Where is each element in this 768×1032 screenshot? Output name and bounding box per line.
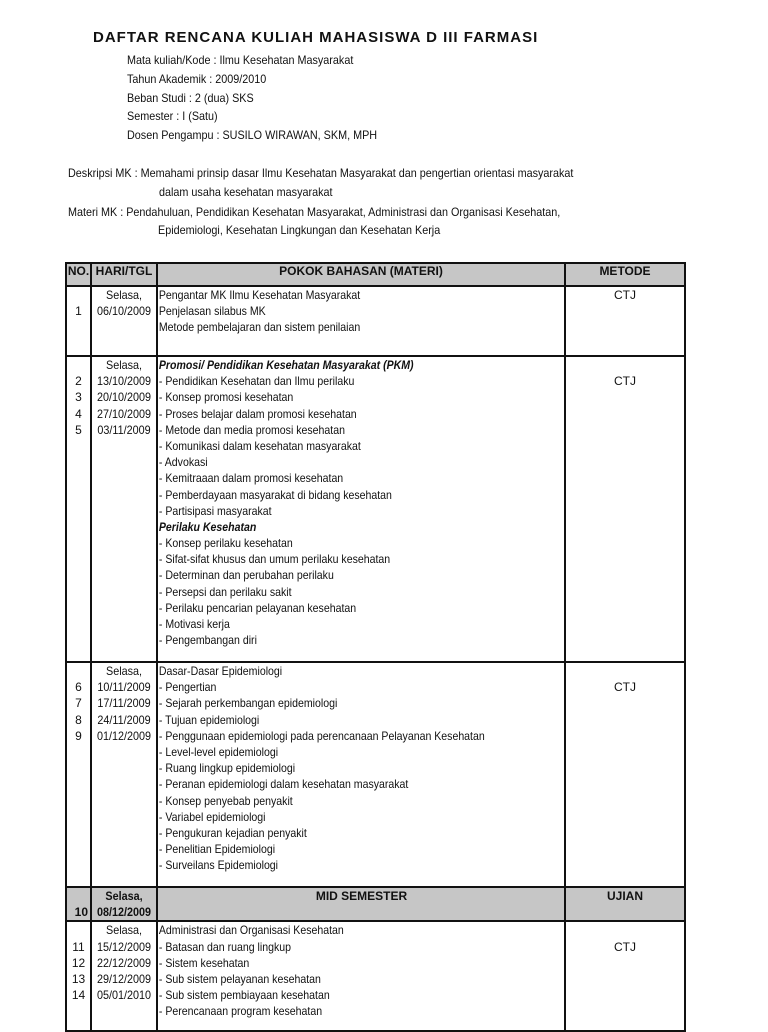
date-text: 13/10/2009 (96, 374, 152, 389)
topic-item: - Tujuan epidemiologi (158, 712, 260, 727)
dosen-pengampu: Dosen Pengampu : SUSILO WIRAWAN, SKM, MPH (127, 128, 378, 142)
topic-cell (157, 921, 565, 1031)
table-header-row (66, 263, 685, 286)
topic-item: Penjelasan silabus MK (158, 304, 266, 319)
topic-item: Dasar-Dasar Epidemiologi (158, 664, 283, 678)
date-text: 27/10/2009 (96, 406, 152, 421)
topic-item: - Sejarah perkembangan epidemiologi (158, 696, 338, 711)
topic-item: - Proses belajar dalam promosi kesehatan (158, 406, 357, 421)
topic-item: - Pengukuran kejadian penyakit (158, 825, 307, 840)
topic-item: - Peranan epidemiologi dalam kesehatan masyarakat (158, 777, 409, 792)
row-number: 6 (75, 680, 82, 695)
method-cell (565, 356, 685, 662)
date-cell (91, 921, 157, 1031)
topic-heading: Promosi/ Pendidikan Kesehatan Masyarakat (PKM) (158, 358, 414, 372)
row-number: 4 (75, 406, 82, 421)
method-text: UJIAN (606, 889, 643, 903)
date-text: Selasa, (105, 889, 143, 903)
method-cell (565, 662, 685, 887)
date-cell (91, 662, 157, 887)
row-number-cell (66, 887, 91, 921)
date-text: Selasa, (105, 923, 143, 938)
row-number: 11 (72, 939, 85, 954)
row-number: 14 (71, 988, 86, 1003)
date-text: Selasa, (105, 358, 143, 372)
materi-line-2: Epidemiologi, Kesehatan Lingkungan dan Kesehatan Kerja (158, 223, 441, 237)
topic-cell (157, 887, 565, 921)
topic-cell (157, 356, 565, 662)
method-text: CTJ (614, 374, 636, 389)
row-number-cell (66, 286, 91, 356)
date-text: 10/11/2009 (97, 680, 151, 695)
topic-item: - Motivasi kerja (158, 617, 230, 631)
table-row (66, 286, 685, 356)
topic-item: - Kemitraaan dalam promosi kesehatan (158, 471, 344, 486)
topic-heading: Perilaku Kesehatan (158, 519, 257, 534)
topic-item: - Penggunaan epidemiologi pada perencanaan Pelayanan Kesehatan (158, 728, 485, 743)
row-number (67, 888, 90, 904)
topic-item: - Partisipasi masyarakat (158, 503, 272, 518)
method-text: CTJ (614, 680, 636, 695)
mata-kuliah: Mata kuliah/Kode : Ilmu Kesehatan Masyarakat (127, 53, 354, 67)
date-text: Selasa, (105, 664, 143, 678)
date-text: 24/11/2009 (97, 712, 151, 727)
date-text: 01/12/2009 (96, 728, 152, 743)
row-number (67, 357, 90, 373)
topic-item: - Variabel epidemiologi (158, 809, 266, 824)
date-text: 29/12/2009 (96, 971, 152, 986)
method-text: CTJ (614, 939, 636, 954)
method-text: CTJ (614, 288, 636, 302)
row-number-cell (66, 356, 91, 662)
row-number: 2 (75, 374, 82, 389)
col-hari-header: HARI/TGL (91, 263, 157, 286)
topic-item: - Persepsi dan perilaku sakit (158, 584, 292, 599)
topic-item: - Surveilans Epidemiologi (158, 858, 279, 873)
schedule-body (66, 286, 685, 1031)
col-no-header: NO. (66, 263, 91, 286)
date-text: Selasa, (105, 288, 143, 302)
topic-item: - Sistem kesehatan (158, 955, 250, 970)
row-number-cell (66, 662, 91, 887)
topic-heading: MID SEMESTER (315, 889, 408, 903)
topic-item: - Pengembangan diri (158, 633, 257, 648)
method-cell (565, 887, 685, 921)
topic-item: - Metode dan media promosi kesehatan (158, 422, 345, 437)
date-text: 03/11/2009 (97, 422, 151, 437)
topic-item: - Sub sistem pelayanan kesehatan (158, 971, 321, 986)
date-text: 17/11/2009 (97, 696, 151, 711)
topic-item: - Penelitian Epidemiologi (158, 842, 276, 857)
row-number (67, 922, 90, 938)
table-row (66, 356, 685, 662)
schedule-table (65, 262, 686, 1032)
topic-cell (157, 286, 565, 356)
topic-item: Metode pembelajaran dan sistem penilaian (158, 320, 361, 335)
topic-item: - Pendidikan Kesehatan dan Ilmu perilaku (158, 374, 355, 389)
col-pokok-header: POKOK BAHASAN (MATERI) (157, 263, 565, 286)
date-text: 05/01/2010 (96, 988, 152, 1003)
topic-item: - Konsep penyebab penyakit (158, 793, 293, 808)
row-number: 9 (75, 728, 82, 743)
table-row (66, 662, 685, 887)
topic-item: - Konsep promosi kesehatan (158, 390, 294, 405)
topic-item: - Sifat-sifat khusus dan umum perilaku kesehatan (158, 552, 391, 567)
date-text: 15/12/2009 (96, 939, 152, 954)
col-metode-header: METODE (565, 263, 685, 286)
table-row (66, 921, 685, 1031)
date-text: 20/10/2009 (96, 390, 152, 405)
topic-item: - Pemberdayaan masyarakat di bidang kesehatan (158, 487, 392, 502)
row-number: 13 (71, 971, 86, 986)
topic-item: - Perencanaan program kesehatan (158, 1004, 323, 1019)
row-number: 5 (75, 422, 82, 437)
topic-item: - Determinan dan perubahan perilaku (158, 568, 334, 583)
topic-item: - Komunikasi dalam kesehatan masyarakat (158, 438, 361, 453)
row-number (67, 663, 90, 679)
topic-item: - Level-level epidemiologi (158, 744, 279, 759)
date-text: 08/12/2009 (96, 905, 152, 920)
row-number: 1 (75, 304, 82, 319)
topic-item: - Perilaku pencarian pelayanan kesehatan (158, 600, 357, 615)
row-number: 8 (75, 712, 82, 727)
materi-line-1: Materi MK : Pendahuluan, Pendidikan Kesehatan Masyarakat, Administrasi dan Organisasi Kesehatan, (68, 205, 561, 219)
topic-item: Administrasi dan Organisasi Kesehatan (158, 923, 344, 938)
method-cell (565, 921, 685, 1031)
topic-item: - Sub sistem pembiayaan kesehatan (158, 988, 330, 1003)
table-row (66, 887, 685, 921)
date-text: 22/12/2009 (96, 955, 152, 970)
topic-item: - Batasan dan ruang lingkup (158, 939, 291, 954)
date-text: 06/10/2009 (96, 304, 152, 319)
row-number (67, 287, 90, 303)
row-number-cell (66, 921, 91, 1031)
date-cell (91, 356, 157, 662)
method-cell (565, 286, 685, 356)
tahun-akademik: Tahun Akademik : 2009/2010 (127, 72, 267, 86)
date-cell (91, 286, 157, 356)
topic-item: - Advokasi (158, 455, 208, 470)
topic-item: - Pengertian (158, 680, 217, 695)
date-cell (91, 887, 157, 921)
semester: Semester : I (Satu) (127, 109, 218, 123)
topic-item: Pengantar MK Ilmu Kesehatan Masyarakat (158, 288, 361, 302)
deskripsi-line-2: dalam usaha kesehatan masyarakat (159, 185, 333, 199)
topic-cell (157, 662, 565, 887)
row-number: 12 (71, 955, 86, 970)
row-number: 10 (74, 905, 88, 920)
document-title: DAFTAR RENCANA KULIAH MAHASISWA D III FARMASI (93, 29, 539, 46)
topic-item: - Ruang lingkup epidemiologi (158, 761, 296, 776)
row-number: 3 (75, 390, 82, 405)
beban-studi: Beban Studi : 2 (dua) SKS (127, 91, 254, 105)
deskripsi-line-1: Deskripsi MK : Memahami prinsip dasar Ilmu Kesehatan Masyarakat dan pengertian orientasi masyarakat (68, 166, 574, 180)
topic-item: - Konsep perilaku kesehatan (158, 536, 293, 551)
row-number: 7 (75, 696, 82, 711)
